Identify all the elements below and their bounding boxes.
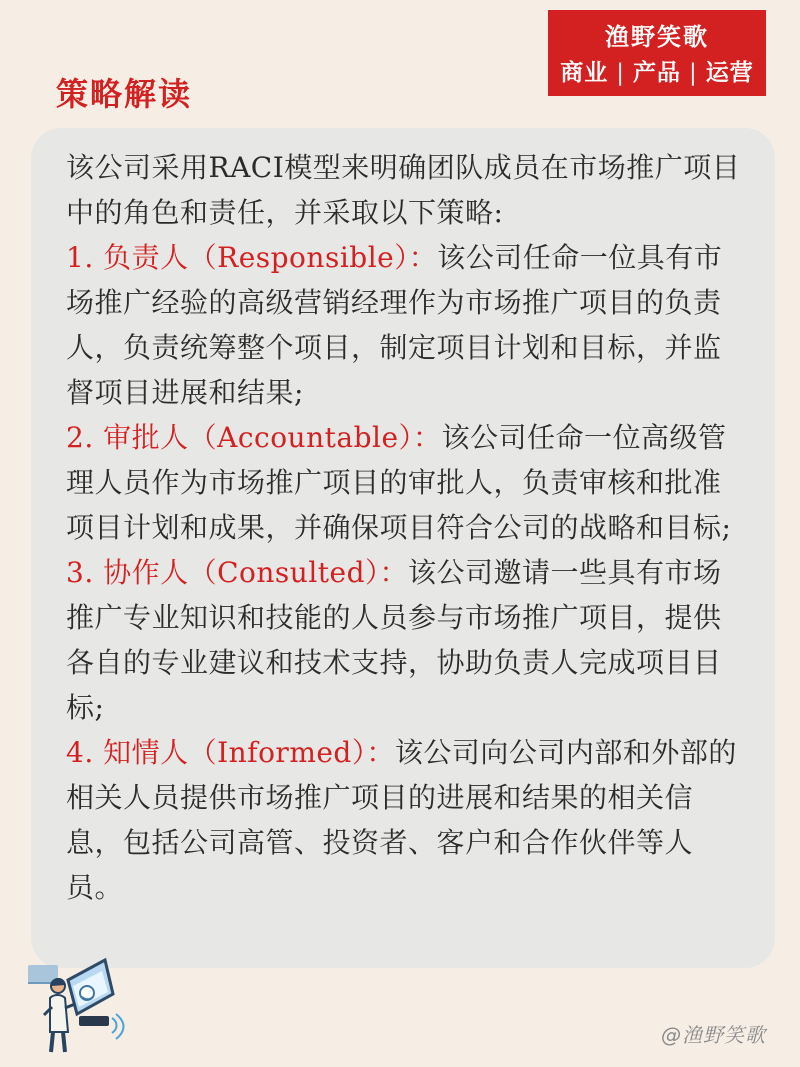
strategy-item-accountable: [66, 415, 746, 550]
brand-tag-operations: 运营: [705, 60, 754, 86]
strategy-item-text: 该公司邀请一些具有市场推广专业知识和技能的人员参与市场推广项目，提供各自的专业建议和技术支持，协助负责人完成项目目标;: [66, 556, 722, 724]
brand-tag-product: 产品: [633, 60, 681, 86]
strategy-item-consulted: [66, 550, 746, 730]
brand-badge: [548, 10, 766, 96]
doctor-with-tablet-illustration: [10, 940, 130, 1058]
strategy-item-text: 该公司向公司内部和外部的相关人员提供市场推广项目的进展和结果的相关信息，包括公司高管、投资者、客户和合作伙伴等人员。: [66, 736, 737, 904]
strategy-content: [66, 145, 746, 910]
strategy-item-informed: [66, 730, 746, 910]
strategy-item-lead: 2. 审批人（Accountable）：: [66, 421, 442, 454]
brand-name: 渔野笑歌: [605, 23, 709, 51]
author-watermark: @渔野笑歌: [661, 1023, 766, 1047]
page-title: 策略解读: [56, 75, 193, 113]
strategy-item-text: 该公司任命一位具有市场推广经验的高级营销经理作为市场推广项目的负责人，负责统筹整个项目，制定项目计划和目标，并监督项目进展和结果;: [66, 241, 723, 409]
strategy-item-responsible: [66, 235, 746, 415]
brand-tags: [548, 58, 766, 88]
strategy-item-lead: 3. 协作人（Consulted）：: [66, 556, 409, 589]
strategy-item-text: 该公司任命一位高级管理人员作为市场推广项目的审批人，负责审核和批准项目计划和成果，并确保项目符合公司的战略和目标;: [66, 421, 732, 544]
intro-paragraph: 该公司采用RACI模型来明确团队成员在市场推广项目中的角色和责任，并采取以下策略:: [66, 151, 741, 229]
brand-tag-business: 商业: [560, 60, 609, 86]
strategy-item-lead: 1. 负责人（Responsible）：: [66, 241, 438, 274]
brand-tag-separator: |: [689, 60, 698, 86]
strategy-item-lead: 4. 知情人（Informed）：: [66, 736, 395, 769]
brand-tag-separator: |: [616, 60, 625, 86]
